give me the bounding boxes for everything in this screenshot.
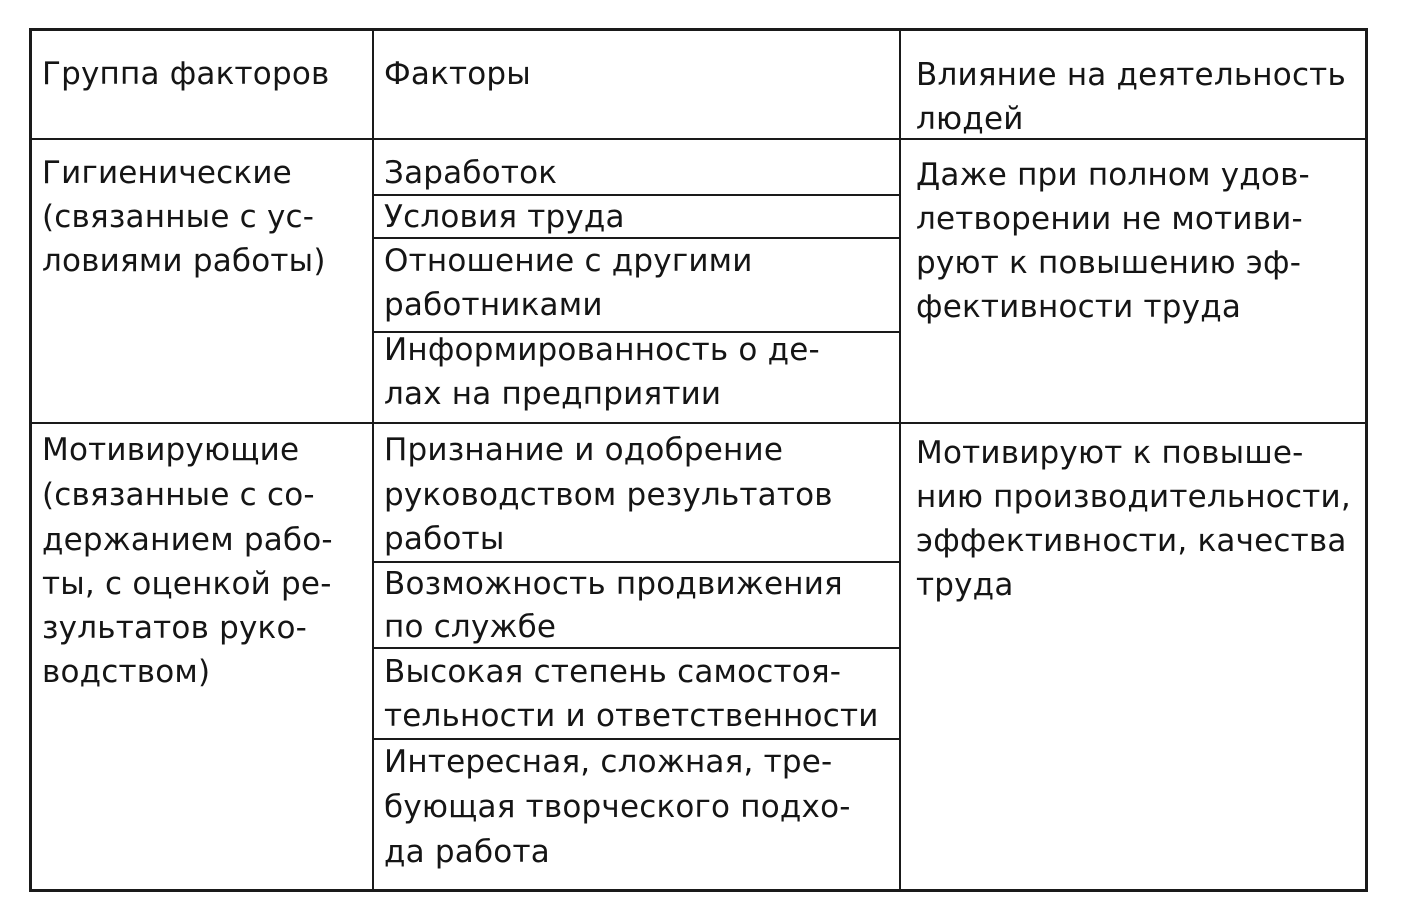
header-influence-line: людей: [916, 101, 1024, 137]
group-motivating-line: водством): [42, 654, 211, 690]
influence-motivating-line: Мотивируют к повыше-: [916, 435, 1304, 471]
group-motivating-line: зультатов руко-: [42, 610, 308, 646]
influence-hygiene-line: летворении не мотиви-: [916, 201, 1303, 237]
header-factors: Факторы: [384, 56, 531, 92]
header-influence-line: Влияние на деятельность: [916, 57, 1346, 93]
influence-hygiene-line: Даже при полном удов-: [916, 157, 1310, 193]
factor-recognition-line: работы: [384, 521, 505, 557]
group-hygiene-line: Гигиенические: [42, 155, 292, 191]
factor-promotion-line: Возможность продвижения: [384, 566, 843, 602]
group-motivating-line: (связанные с со-: [42, 477, 315, 513]
header-divider: [29, 138, 1368, 140]
influence-motivating-line: труда: [916, 567, 1014, 603]
column-divider-1: [372, 28, 374, 892]
factor-autonomy-line: тельности и ответственности: [384, 698, 879, 734]
table-border-right: [1365, 28, 1368, 892]
factor-colleague-relations-line: Отношение с другими: [384, 243, 753, 279]
group-hygiene-line: (связанные с ус-: [42, 199, 315, 235]
factor-autonomy-line: Высокая степень самостоя-: [384, 654, 842, 690]
influence-motivating-line: эффективности, качества: [916, 523, 1347, 559]
influence-motivating-line: нию производительности,: [916, 479, 1351, 515]
header-group: Группа факторов: [42, 56, 330, 92]
group-motivating-line: ты, с оценкой ре-: [42, 566, 332, 602]
factor-promotion-line: по службе: [384, 609, 557, 645]
column-divider-2: [899, 28, 901, 892]
factor-awareness-line: лах на предприятии: [384, 376, 722, 412]
factor-recognition-line: руководством результатов: [384, 477, 833, 513]
factor-colleague-relations-line: работниками: [384, 287, 603, 323]
factor-interesting-work-line: да работа: [384, 834, 550, 870]
group-hygiene-line: ловиями работы): [42, 243, 326, 279]
table-border-bottom: [29, 889, 1368, 892]
factor-awareness-line: Информированность о де-: [384, 332, 820, 368]
group-motivating-line: Мотивирующие: [42, 432, 300, 468]
influence-hygiene-line: руют к повышению эф-: [916, 245, 1302, 281]
table-border-left: [29, 28, 32, 892]
factor-interesting-work-line: Интересная, сложная, тре-: [384, 744, 833, 780]
row-divider: [29, 422, 1368, 424]
factor-salary: Заработок: [384, 155, 558, 191]
group-motivating-line: держанием рабо-: [42, 522, 333, 558]
influence-hygiene-line: фективности труда: [916, 289, 1242, 325]
factor-interesting-work-line: бующая творческого подхо-: [384, 789, 851, 825]
table-border-top: [29, 28, 1368, 31]
factor-work-conditions: Условия труда: [384, 199, 625, 235]
factor-recognition-line: Признание и одобрение: [384, 432, 784, 468]
